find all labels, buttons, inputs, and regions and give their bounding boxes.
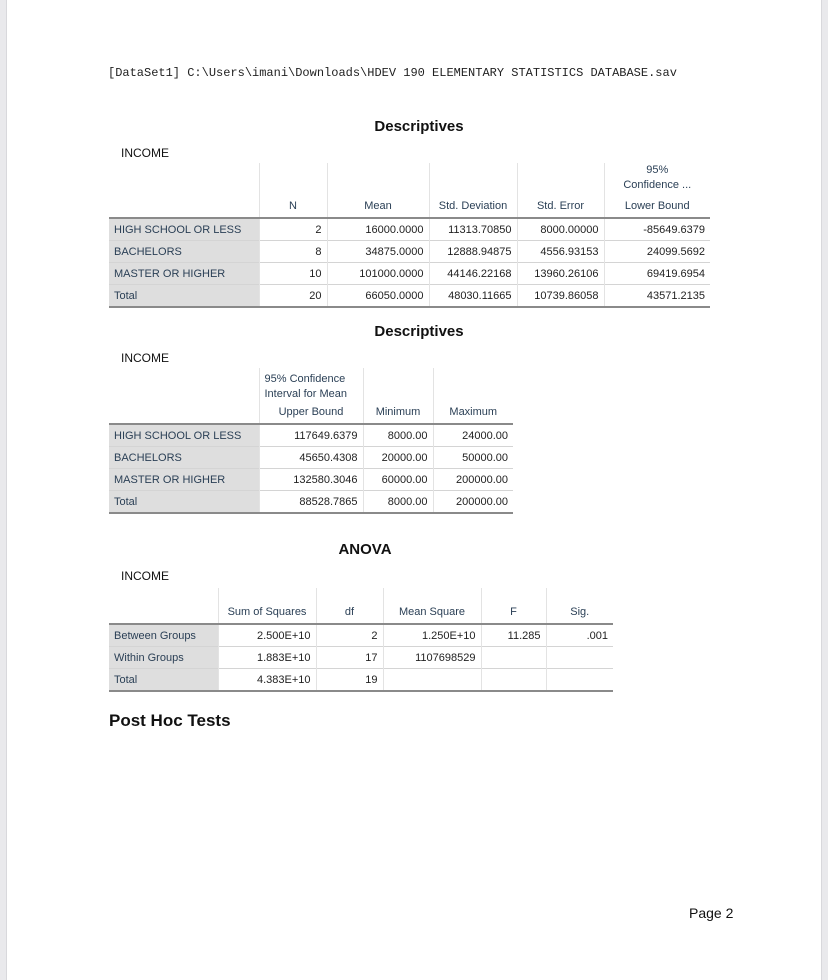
cell: 10 — [259, 263, 327, 285]
cell: 66050.0000 — [327, 285, 429, 308]
row-label: BACHELORS — [109, 241, 259, 263]
cell: -85649.6379 — [604, 218, 710, 241]
cell: 4556.93153 — [517, 241, 604, 263]
cell: 20 — [259, 285, 327, 308]
header-row — [109, 405, 513, 424]
table-row — [109, 647, 613, 669]
group-header-row — [109, 368, 513, 405]
table-row — [109, 241, 710, 263]
column-header — [604, 163, 710, 218]
cell: 11.285 — [481, 624, 546, 647]
table-row — [109, 624, 613, 647]
column-header-label: Std. Deviation — [438, 200, 508, 212]
cell — [481, 647, 546, 669]
cell: 2 — [316, 624, 383, 647]
table-row — [109, 218, 710, 241]
row-label: MASTER OR HIGHER — [109, 469, 259, 491]
corner-cell — [109, 368, 259, 405]
header-row — [109, 163, 710, 218]
cell: 24099.5692 — [604, 241, 710, 263]
cell: 44146.22168 — [429, 263, 517, 285]
cell: 8 — [259, 241, 327, 263]
cell: 200000.00 — [433, 491, 513, 514]
cell: 200000.00 — [433, 469, 513, 491]
column-header-label: Lower Bound — [624, 200, 690, 212]
header-row — [109, 588, 613, 624]
cell: 4.383E+10 — [218, 669, 316, 692]
column-header-label: N — [289, 200, 297, 212]
cell — [481, 669, 546, 692]
descriptives-table-2 — [109, 368, 513, 514]
corner-cell — [109, 163, 259, 218]
table-row — [109, 424, 513, 447]
descriptives-title-2: Descriptives — [374, 323, 464, 340]
column-header — [327, 163, 429, 218]
ci-group-header: 95% Confidence ... — [623, 164, 692, 191]
cell: 1.250E+10 — [383, 624, 481, 647]
document-page — [6, 0, 822, 980]
table-row — [109, 469, 513, 491]
blank-cell — [363, 368, 433, 405]
cell: 60000.00 — [363, 469, 433, 491]
variable-label-3: INCOME — [121, 569, 169, 583]
anova-table — [109, 588, 613, 692]
row-label: Between Groups — [109, 624, 218, 647]
cell: 12888.94875 — [429, 241, 517, 263]
cell: 117649.6379 — [259, 424, 363, 447]
cell: 17 — [316, 647, 383, 669]
cell: 69419.6954 — [604, 263, 710, 285]
cell: 50000.00 — [433, 447, 513, 469]
cell: 1.883E+10 — [218, 647, 316, 669]
cell: 101000.0000 — [327, 263, 429, 285]
cell: 48030.11665 — [429, 285, 517, 308]
column-header — [259, 163, 327, 218]
table-row — [109, 285, 710, 308]
column-header: Sig. — [546, 588, 613, 624]
ci-group-header: 95% Confidence Interval for Mean — [259, 368, 363, 405]
row-label: Total — [109, 285, 259, 308]
descriptives-table-1 — [109, 163, 710, 308]
table-row — [109, 263, 710, 285]
row-label: MASTER OR HIGHER — [109, 263, 259, 285]
column-header: Minimum — [363, 405, 433, 424]
table-row — [109, 669, 613, 692]
post-hoc-heading: Post Hoc Tests — [109, 711, 231, 730]
cell: 10739.86058 — [517, 285, 604, 308]
row-label: Within Groups — [109, 647, 218, 669]
column-header-label: Mean — [364, 200, 392, 212]
cell: 8000.00 — [363, 491, 433, 514]
cell: 2 — [259, 218, 327, 241]
cell: 8000.00 — [363, 424, 433, 447]
column-header: F — [481, 588, 546, 624]
dataset-path: [DataSet1] C:\Users\imani\Downloads\HDEV 190 ELEMENTARY STATISTICS DATABASE.sav — [108, 66, 677, 80]
column-header: Mean Square — [383, 588, 481, 624]
cell — [546, 669, 613, 692]
cell: 88528.7865 — [259, 491, 363, 514]
row-label: HIGH SCHOOL OR LESS — [109, 424, 259, 447]
cell: 45650.4308 — [259, 447, 363, 469]
column-header — [517, 163, 604, 218]
column-header: Upper Bound — [259, 405, 363, 424]
column-header: Sum of Squares — [218, 588, 316, 624]
column-header: Maximum — [433, 405, 513, 424]
descriptives-title-1: Descriptives — [374, 118, 464, 135]
column-header-label: Std. Error — [536, 200, 585, 212]
cell: 13960.26106 — [517, 263, 604, 285]
cell: 2.500E+10 — [218, 624, 316, 647]
anova-title: ANOVA — [338, 541, 392, 558]
cell: 24000.00 — [433, 424, 513, 447]
cell: 1107698529 — [383, 647, 481, 669]
blank-cell — [433, 368, 513, 405]
table-row — [109, 447, 513, 469]
row-label: BACHELORS — [109, 447, 259, 469]
cell: 20000.00 — [363, 447, 433, 469]
cell — [546, 647, 613, 669]
row-label: HIGH SCHOOL OR LESS — [109, 218, 259, 241]
variable-label-2: INCOME — [121, 351, 169, 365]
cell: 34875.0000 — [327, 241, 429, 263]
row-label: Total — [109, 669, 218, 692]
row-label: Total — [109, 491, 259, 514]
cell — [383, 669, 481, 692]
cell: 132580.3046 — [259, 469, 363, 491]
corner-cell — [109, 405, 259, 424]
column-header — [429, 163, 517, 218]
column-header: df — [316, 588, 383, 624]
cell: .001 — [546, 624, 613, 647]
page-number: Page 2 — [689, 905, 734, 921]
cell: 11313.70850 — [429, 218, 517, 241]
cell: 19 — [316, 669, 383, 692]
cell: 8000.00000 — [517, 218, 604, 241]
table-row — [109, 491, 513, 514]
variable-label-1: INCOME — [121, 146, 169, 160]
corner-cell — [109, 588, 218, 624]
cell: 43571.2135 — [604, 285, 710, 308]
cell: 16000.0000 — [327, 218, 429, 241]
